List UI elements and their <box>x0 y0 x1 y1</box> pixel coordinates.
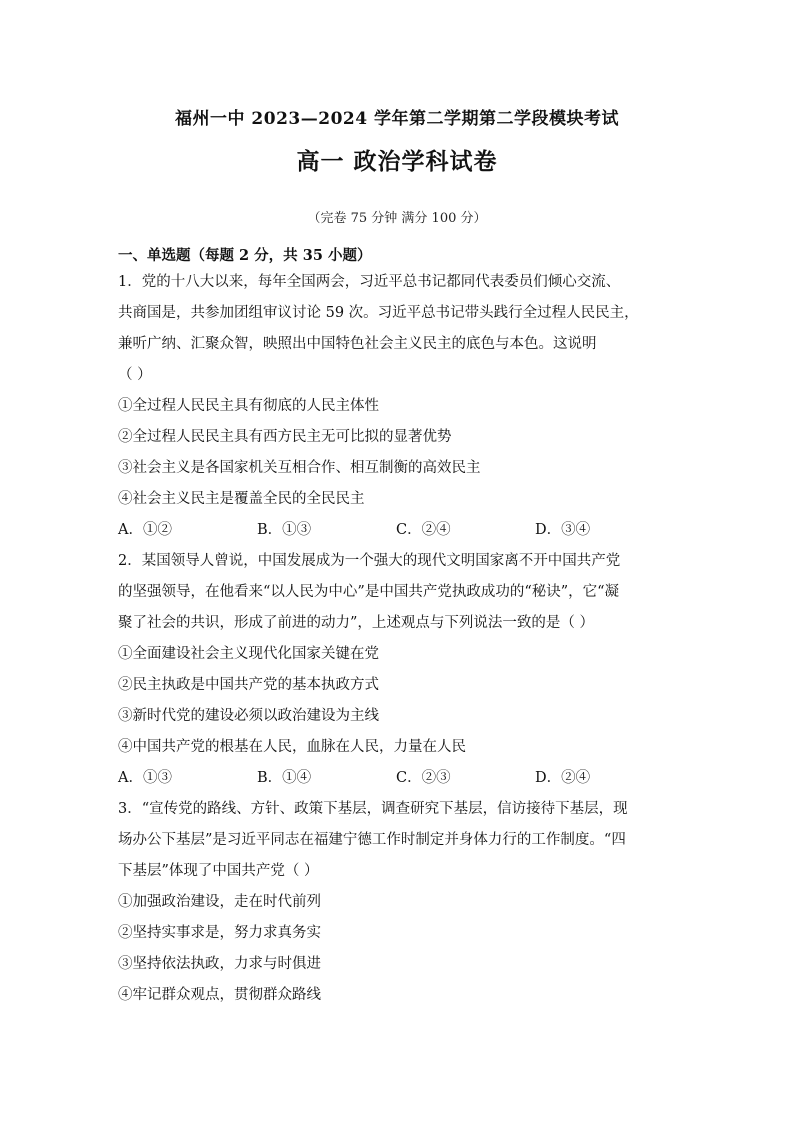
section-heading: 一、单选题（每题 2 分，共 35 小题） <box>118 247 372 264</box>
statement-option: ①全过程人民民主具有彻底的人民主体性 <box>118 398 379 414</box>
paper-title: 高一 政治学科试卷 <box>296 148 498 175</box>
statement-option: ①全面建设社会主义现代化国家关键在党 <box>118 646 379 662</box>
answer-blank: （ ） <box>118 367 152 383</box>
question-2 <box>118 546 688 794</box>
school-exam-title: 福州一中 2023—2024 学年第二学期第二学段模块考试 <box>175 109 619 129</box>
statement-option: ③社会主义是各国家机关互相合作、相互制衡的高效民主 <box>118 460 481 476</box>
question-stem-line: 3．“宣传党的路线、方针、政策下基层，调查研究下基层，信访接待下基层，现 <box>118 801 628 817</box>
question-content <box>118 244 688 1011</box>
question-stem-line: 1．党的十八大以来，每年全国两会，习近平总书记都同代表委员们倾心交流、 <box>118 274 621 290</box>
choice-a: A．①② <box>118 522 172 538</box>
question-stem-line: 兼听广纳、汇聚众智，映照出中国特色社会主义民主的底色与本色。这说明 <box>118 336 597 352</box>
question-stem-line: 2．某国领导人曾说，中国发展成为一个强大的现代文明国家离不开中国共产党 <box>118 553 621 569</box>
choice-d: D．③④ <box>535 522 591 538</box>
question-stem-line: 的坚强领导，在他看来“以人民为中心”是中国共产党执政成功的“秘诀”，它“凝 <box>118 584 620 600</box>
question-stem-line: 聚了社会的共识，形成了前进的动力”，上述观点与下列说法一致的是（ ） <box>118 615 595 631</box>
choice-a: A．①③ <box>118 770 172 786</box>
exam-duration-score: （完卷 75 分钟 满分 100 分） <box>307 211 487 226</box>
statement-option: ②全过程人民民主具有西方民主无可比拟的显著优势 <box>118 429 452 445</box>
choice-b: B．①③ <box>257 522 312 538</box>
statement-option: ④社会主义民主是覆盖全民的全民民主 <box>118 491 365 507</box>
question-1 <box>118 267 688 546</box>
answer-choices <box>118 515 688 546</box>
question-stem-line: 场办公下基层”是习近平同志在福建宁德工作时制定并身体力行的工作制度。“四 <box>118 832 626 848</box>
statement-option: ④中国共产党的根基在人民，血脉在人民，力量在人民 <box>118 739 466 755</box>
choice-c: C．②③ <box>396 770 451 786</box>
choice-d: D．②④ <box>535 770 591 786</box>
statement-option: ②民主执政是中国共产党的基本执政方式 <box>118 677 379 693</box>
question-stem-line: 共商国是，共参加团组审议讨论 59 次。习近平总书记带头践行全过程人民民主， <box>118 305 639 321</box>
choice-b: B．①④ <box>257 770 312 786</box>
statement-option: ②坚持实事求是，努力求真务实 <box>118 925 321 941</box>
question-3 <box>118 794 688 1011</box>
statement-option: ④牢记群众观点，贯彻群众路线 <box>118 987 321 1003</box>
statement-option: ①加强政治建设，走在时代前列 <box>118 894 321 910</box>
answer-choices <box>118 763 688 794</box>
choice-c: C．②④ <box>396 522 451 538</box>
statement-option: ③坚持依法执政，力求与时俱进 <box>118 956 321 972</box>
statement-option: ③新时代党的建设必须以政治建设为主线 <box>118 708 379 724</box>
question-stem-line: 下基层”体现了中国共产党（ ） <box>118 863 319 879</box>
